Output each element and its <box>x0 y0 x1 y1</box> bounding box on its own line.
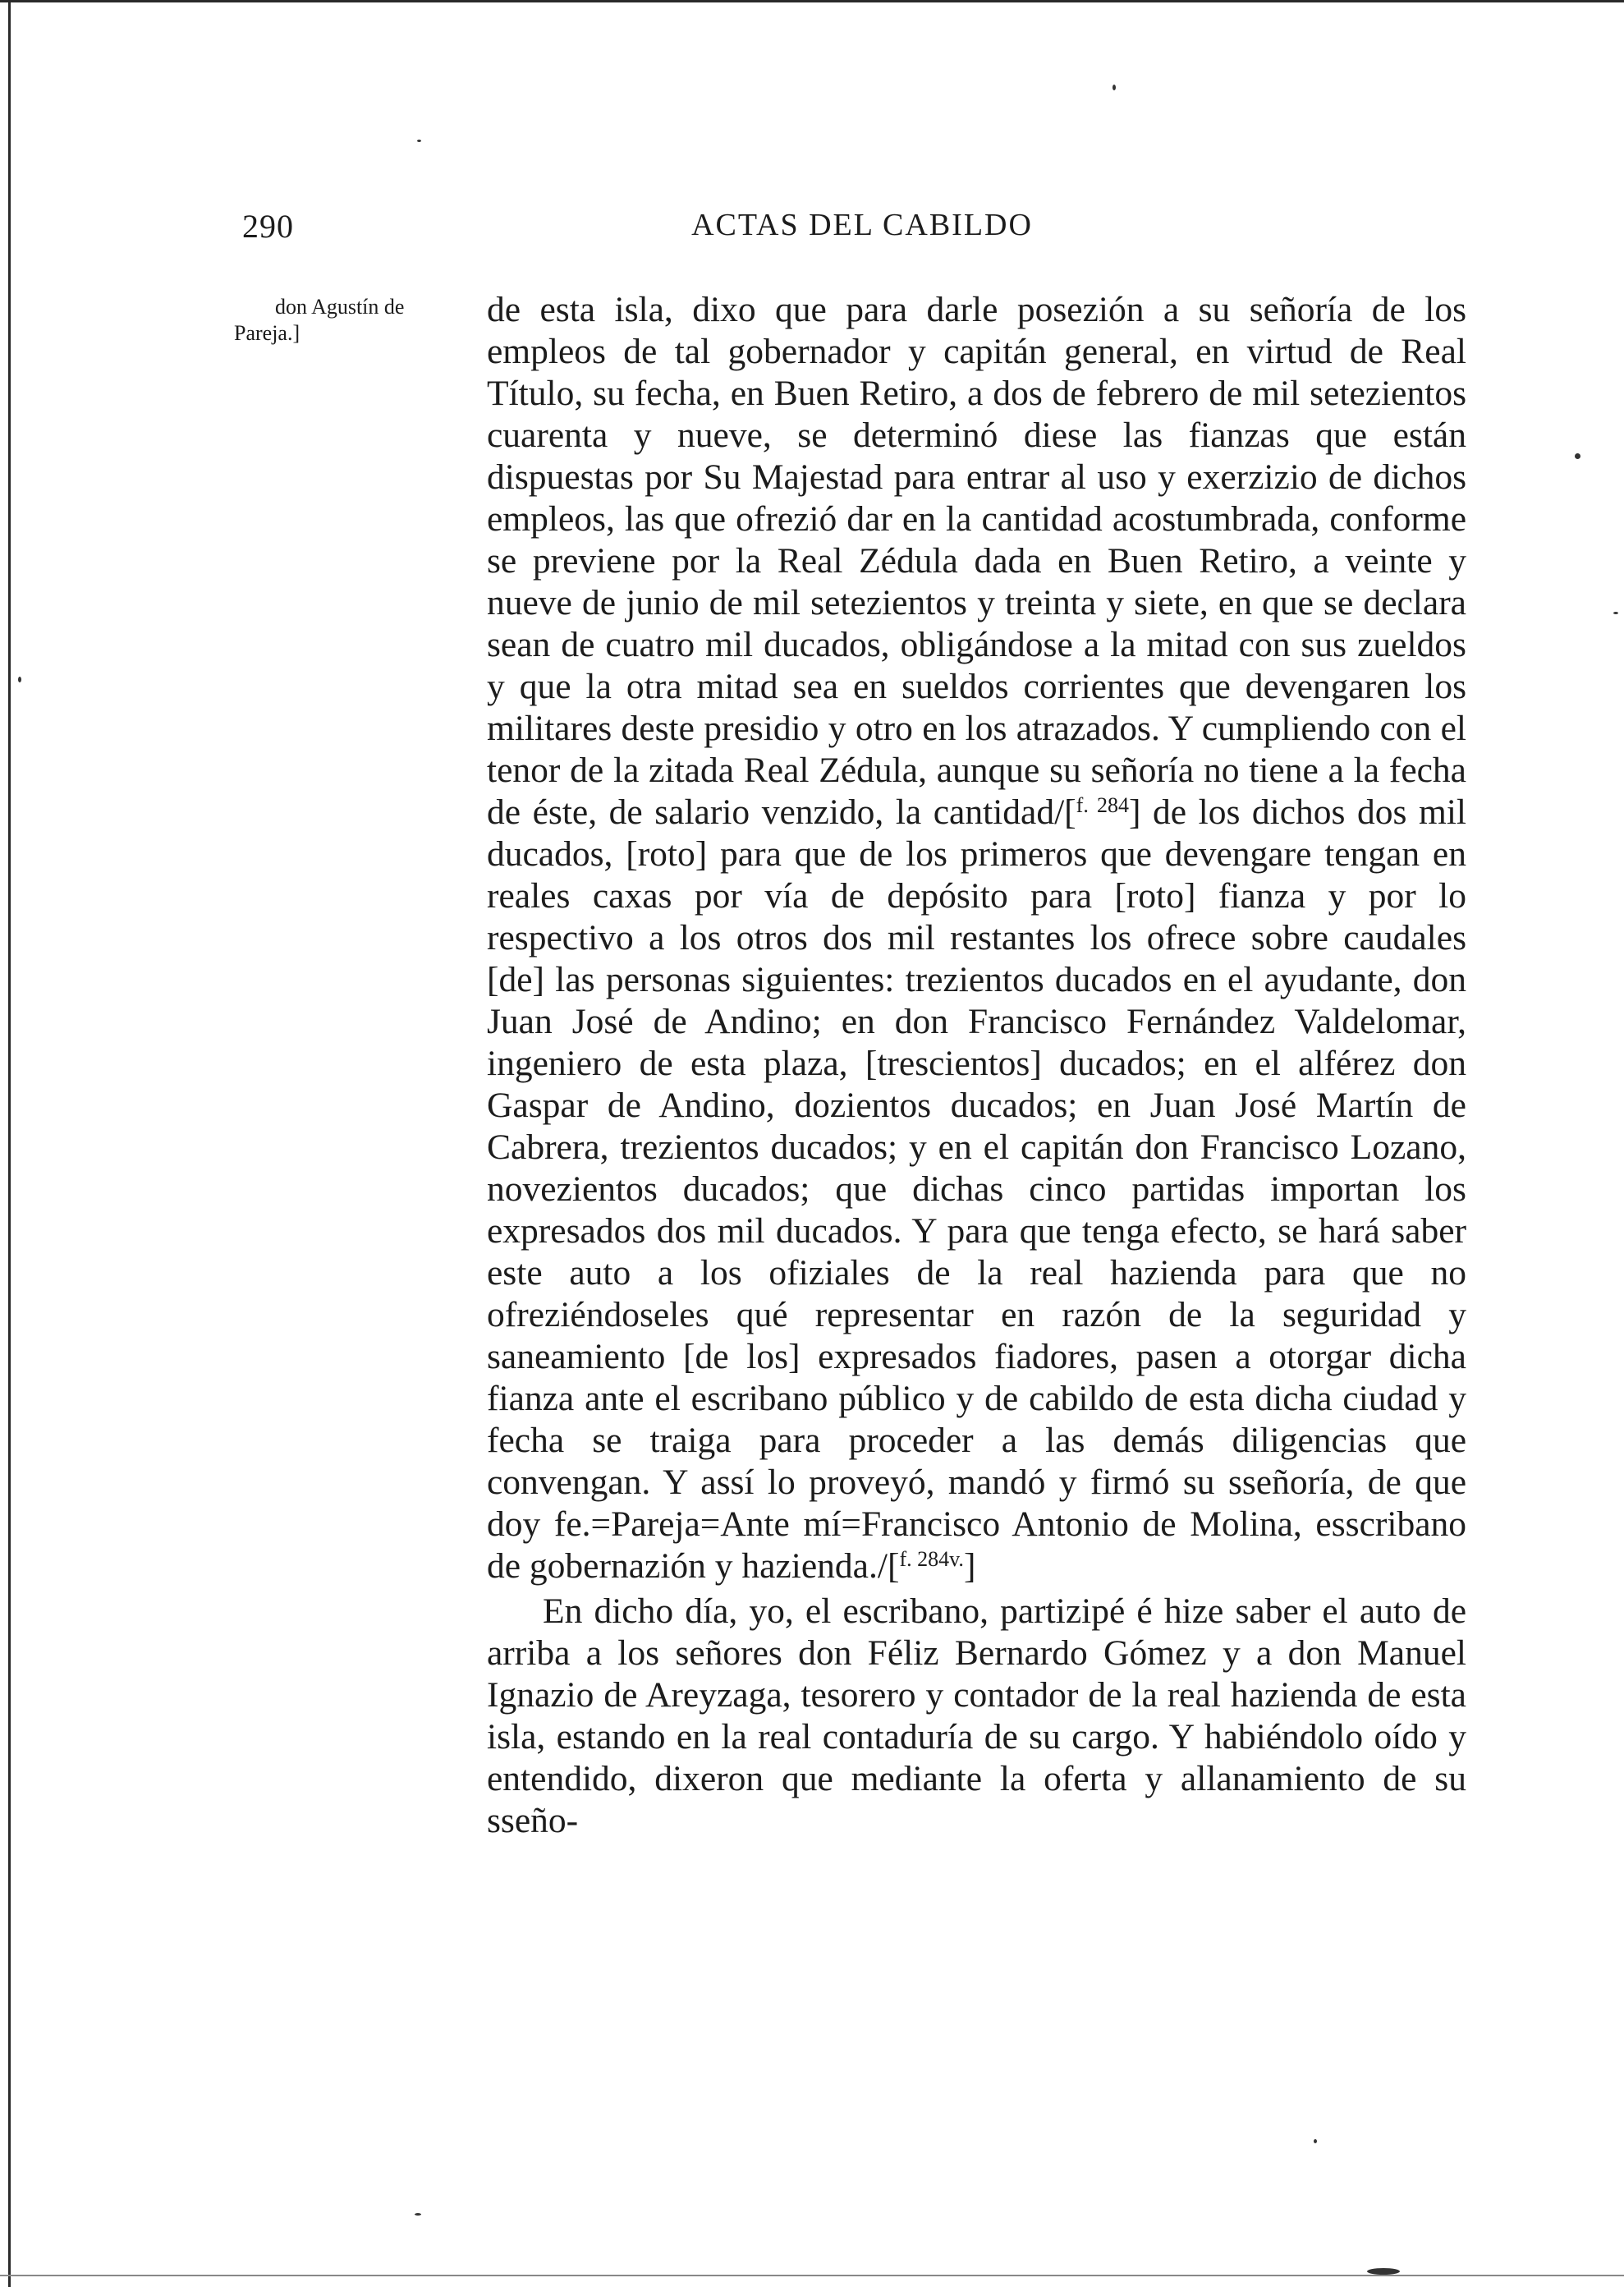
scan-border-top <box>0 0 1624 2</box>
paragraph-text: ] de los dichos dos mil ducados, [roto] para que de los primeros que devengare tengan en reales caxas por vía de depósito para [roto] fianza y por lo respectivo a los otros dos mil restantes los ofrece sobre caudales [de] las personas siguientes: trezientos ducados en el ayudante, don Juan José de Andino; en don Francisco Fernández Valdelomar, ingeniero de esta plaza, [trescientos] ducados; en el alférez don Gaspar de Andino, dozientos ducados; en Juan José Martín de Cabrera, trezientos ducados; y en el capitán don Francisco Lozano, novezientos ducados; que dichas cinco partidas importan los expresados dos mil ducados. Y para que tenga efecto, se hará saber este auto a los ofiziales de la real hazienda para que no ofreziéndoseles qué representar en razón de la seguridad y saneamiento [de los] expresados fiadores, pasen a otorgar dicha fianza ante el escribano público y de cabildo de esta dicha ciudad y fecha se traiga para proceder a las demás diligencias que convengan. Y assí lo proveyó, mandó y firmó su sseñoría, de que doy fe.=Pareja=Ante mí=Francisco Antonio de Molina, esscribano de gobernazión y hazienda./[ <box>487 792 1466 1586</box>
scan-speck <box>1314 2139 1317 2143</box>
scan-speck <box>415 2213 421 2216</box>
folio-reference: f. 284 <box>1076 793 1129 817</box>
scan-speck <box>1112 85 1116 90</box>
scan-speck <box>18 677 21 682</box>
scan-speck <box>417 140 421 142</box>
margin-note: don Agustín de Pareja.] <box>234 295 405 345</box>
scan-border-left <box>8 0 11 2287</box>
scan-speck <box>1575 453 1580 459</box>
paragraph-text: ] <box>963 1546 976 1586</box>
running-title: ACTAS DEL CABILDO <box>691 208 1033 242</box>
paragraph-text: de esta isla, dixo que para darle posezión a su señoría de los empleos de tal gobernador y capitán general, en virtud de Real Título, su fecha, en Buen Retiro, a dos de febrero de mil setezientos cuarenta y nueve, se determinó diese las fianzas que están dispuestas por Su Majestad para entrar al uso y exerzizio de dichos empleos, las que ofrezió dar en la cantidad acostumbrada, conforme se previene por la Real Zédula dada en Buen Retiro, a veinte y nueve de junio de mil setezientos y treinta y siete, en que se declara sean de cuatro mil ducados, obligándose a la mitad con sus zueldos y que la otra mitad sea en sueldos corrientes que devengaren los militares deste presidio y otro en los atrazados. Y cumpliendo con el tenor de la zitada Real Zédula, aunque su señoría no tiene a la fecha de éste, de salario venzido, la cantidad/[ <box>487 290 1466 832</box>
paragraph <box>487 289 1466 1587</box>
paragraph: En dicho día, yo, el escribano, partizipé é hize saber el auto de arriba a los señores don Féliz Bernardo Gómez y a don Manuel Ignazio de Areyzaga, tesorero y contador de la real hazienda de esta isla, estando en la real contaduría de su cargo. Y habiéndolo oído y entendido, dixeron que mediante la oferta y allanamiento de su sseño- <box>487 1591 1466 1840</box>
folio-reference: f. 284v. <box>899 1547 964 1571</box>
body-text <box>487 289 1466 1842</box>
scan-speck <box>1367 2268 1400 2275</box>
scan-speck <box>1613 612 1618 614</box>
page-header <box>242 207 1482 256</box>
page-number: 290 <box>242 208 294 245</box>
scan-border-bottom <box>0 2275 1624 2276</box>
